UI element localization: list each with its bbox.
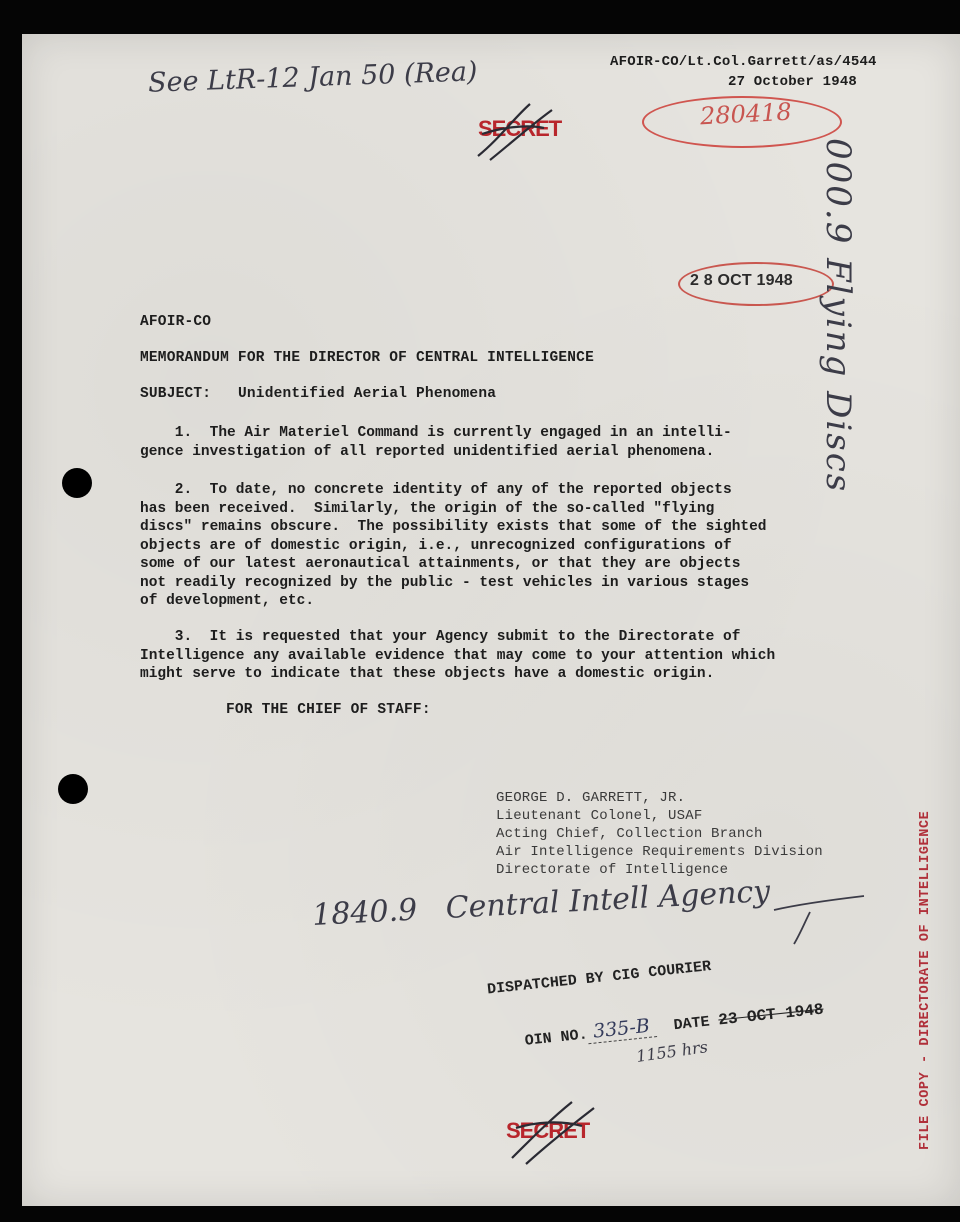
paragraph-1-line-1: 1. The Air Materiel Command is currently engaged in an intelli- <box>140 425 732 441</box>
closing-line: FOR THE CHIEF OF STAFF: <box>226 702 431 718</box>
paragraph-3 <box>140 628 840 684</box>
paragraph-2-line-7: of development, etc. <box>140 593 315 609</box>
file-copy-sidebar-stamp: FILE COPY - DIRECTORATE OF INTELLIGENCE <box>918 810 933 1150</box>
memo-date: 27 October 1948 <box>728 74 858 90</box>
paragraph-2-line-3: discs" remains obscure. The possibility exists that some of the sighted <box>140 519 767 535</box>
classification-stamp-top: SECRET <box>478 116 562 141</box>
punch-hole-bottom <box>58 774 88 804</box>
subject-text: Unidentified Aerial Phenomena <box>238 386 497 402</box>
memo-addressee: MEMORANDUM FOR THE DIRECTOR OF CENTRAL INTELLIGENCE <box>140 350 594 366</box>
oin-label: OIN NO. <box>523 1026 589 1050</box>
paragraph-3-line-2: Intelligence any available evidence that may come to your attention which <box>140 647 776 664</box>
paragraph-2-line-4: objects are of domestic origin, i.e., unrecognized configurations of <box>140 537 732 554</box>
handwritten-reference: See LtR-12 Jan 50 (Rea) <box>147 56 478 99</box>
signature-title: Acting Chief, Collection Branch <box>496 826 763 842</box>
margin-handwritten-file-note: 000.9 Flying Discs <box>818 138 858 494</box>
dispatch-time-note: 1155 hrs <box>635 1037 709 1066</box>
paragraph-3-line-3: might serve to indicate that these objects have a domestic origin. <box>140 666 715 682</box>
classification-cancel-scribble-bottom <box>502 1098 602 1168</box>
punch-hole-top <box>62 468 92 498</box>
paragraph-2-line-5: some of our latest aeronautical attainments, or that they are objects <box>140 556 741 572</box>
dispatch-stamp-title: DISPATCHED BY CIG COURIER <box>486 958 712 999</box>
office-symbol: AFOIR-CO <box>140 314 212 330</box>
signature-name: GEORGE D. GARRETT, JR. <box>496 790 686 806</box>
paragraph-1-line-2: gence investigation of all reported unidentified aerial phenomena. <box>140 443 715 460</box>
file-reference: AFOIR-CO/Lt.Col.Garrett/as/4544 <box>610 54 877 70</box>
paragraph-2 <box>140 481 840 611</box>
paragraph-2-line-1: 2. To date, no concrete identity of any of the reported objects <box>140 482 732 498</box>
classification-stamp-bottom: SECRET <box>506 1118 590 1143</box>
paragraph-2-line-2: has been received. Similarly, the origin of the so-called "flying <box>140 500 715 517</box>
paragraph-1 <box>140 424 840 461</box>
signature-rank: Lieutenant Colonel, USAF <box>496 808 703 824</box>
dispatch-date: 23 OCT 1948 <box>717 1000 825 1030</box>
date-label: DATE <box>672 1013 711 1035</box>
routing-underline-scribble <box>770 890 870 950</box>
received-date-stamp: 2 8 OCT 1948 <box>690 272 793 289</box>
control-number: 280418 <box>699 97 793 131</box>
signature-directorate: Directorate of Intelligence <box>496 862 729 878</box>
oin-number: 335-B <box>586 1014 657 1044</box>
subject-label: SUBJECT: <box>140 386 212 402</box>
classification-cancel-scribble-top <box>470 98 560 168</box>
signature-division: Air Intelligence Requirements Division <box>496 844 823 860</box>
handwritten-routing-note: 1840.9 Central Intell Agency <box>311 874 772 933</box>
paragraph-2-line-6: not readily recognized by the public - test vehicles in various stages <box>140 574 750 591</box>
paragraph-3-line-1: 3. It is requested that your Agency submit to the Directorate of <box>140 629 741 645</box>
